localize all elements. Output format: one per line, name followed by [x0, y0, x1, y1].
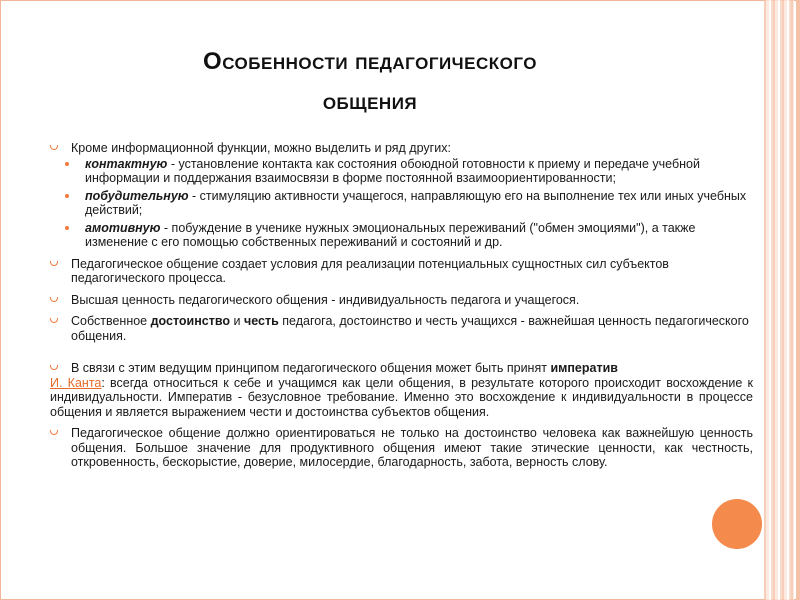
kant-paragraph [50, 376, 753, 420]
sub-list-item [50, 189, 753, 218]
bullet-icon [50, 430, 58, 435]
bullet-icon [50, 318, 58, 323]
list-item [50, 141, 753, 250]
function-term: побудительную [85, 188, 189, 203]
title-line-1: Особенности педагогического [203, 48, 537, 75]
intro-text: Кроме информационной функции, можно выделить и ряд других: [71, 141, 451, 155]
bold-term: императив [550, 361, 618, 375]
paragraph-text: : всегда относиться к себе и учащимся как цели общения, в результате которого происходит восхождение к индивидуальности. Императив - безусловное требование. Именно это восхождение к индивидуальности в процессе общения и является выражением чести и достоинства субъектов общения. [50, 375, 753, 419]
dot-icon [65, 226, 69, 230]
paragraph-text: Высшая ценность педагогического общения - индивидуальность педагога и учащегося. [71, 292, 580, 307]
function-term: контактную [85, 156, 168, 171]
function-text: - установление контакта как состояния обоюдной готовности к приему и передаче учебной информации и поддержания взаимосвязи в форме постоянной взаимоориентированности; [85, 156, 700, 185]
functions-list [50, 157, 753, 250]
kant-link[interactable]: И. Канта [50, 375, 102, 390]
bullet-icon [50, 261, 58, 266]
paragraph-text: Педагогическое общение должно ориентироваться не только на достоинство человека как важнейшую ценность общения. Большое значение для продуктивного общения имеют такие этические ценности, как честность, откровенность, бескорыстие, доверие, милосердие, благодарность, забота, верность слову. [71, 426, 753, 469]
function-text: - стимуляцию активности учащегося, направляющую его на выполнение тех или иных учебных действий; [85, 188, 747, 217]
slide-content [50, 141, 753, 477]
function-term: амотивную [85, 220, 161, 235]
paragraph-text: педагога, достоинство и честь учащихся - важнейшая ценность педагогического общения. [71, 314, 749, 343]
list-item [50, 293, 753, 308]
bold-term: честь [243, 314, 279, 328]
sub-list-item [50, 157, 753, 186]
list-item [50, 361, 753, 419]
list-item [50, 314, 753, 343]
decorative-edge [796, 0, 800, 600]
slide-title [80, 42, 660, 122]
dot-icon [65, 162, 69, 166]
decorative-stripes [764, 0, 794, 600]
paragraph-text: Педагогическое общение создает условия для реализации потенциальных сущностных сил субъектов педагогического процесса. [71, 256, 669, 285]
bullet-icon [50, 145, 58, 150]
function-text: - побуждение в ученике нужных эмоциональных переживаний ("обмен эмоциями"), а также изменение с его помощью собственных переживаний и состояний и др. [85, 220, 696, 249]
paragraph-text: Собственное [71, 314, 151, 328]
bullet-icon [50, 297, 58, 302]
title-line-2: общения [322, 88, 418, 115]
paragraph-text: и [230, 314, 244, 328]
list-item [50, 257, 753, 286]
decorative-circle [712, 499, 762, 549]
bullet-icon [50, 365, 58, 370]
sub-list-item [50, 221, 753, 250]
list-item [50, 426, 753, 470]
paragraph-text: В связи с этим ведущим принципом педагогического общения может быть принят [71, 361, 551, 375]
dot-icon [65, 194, 69, 198]
bold-term: достоинство [150, 314, 231, 328]
